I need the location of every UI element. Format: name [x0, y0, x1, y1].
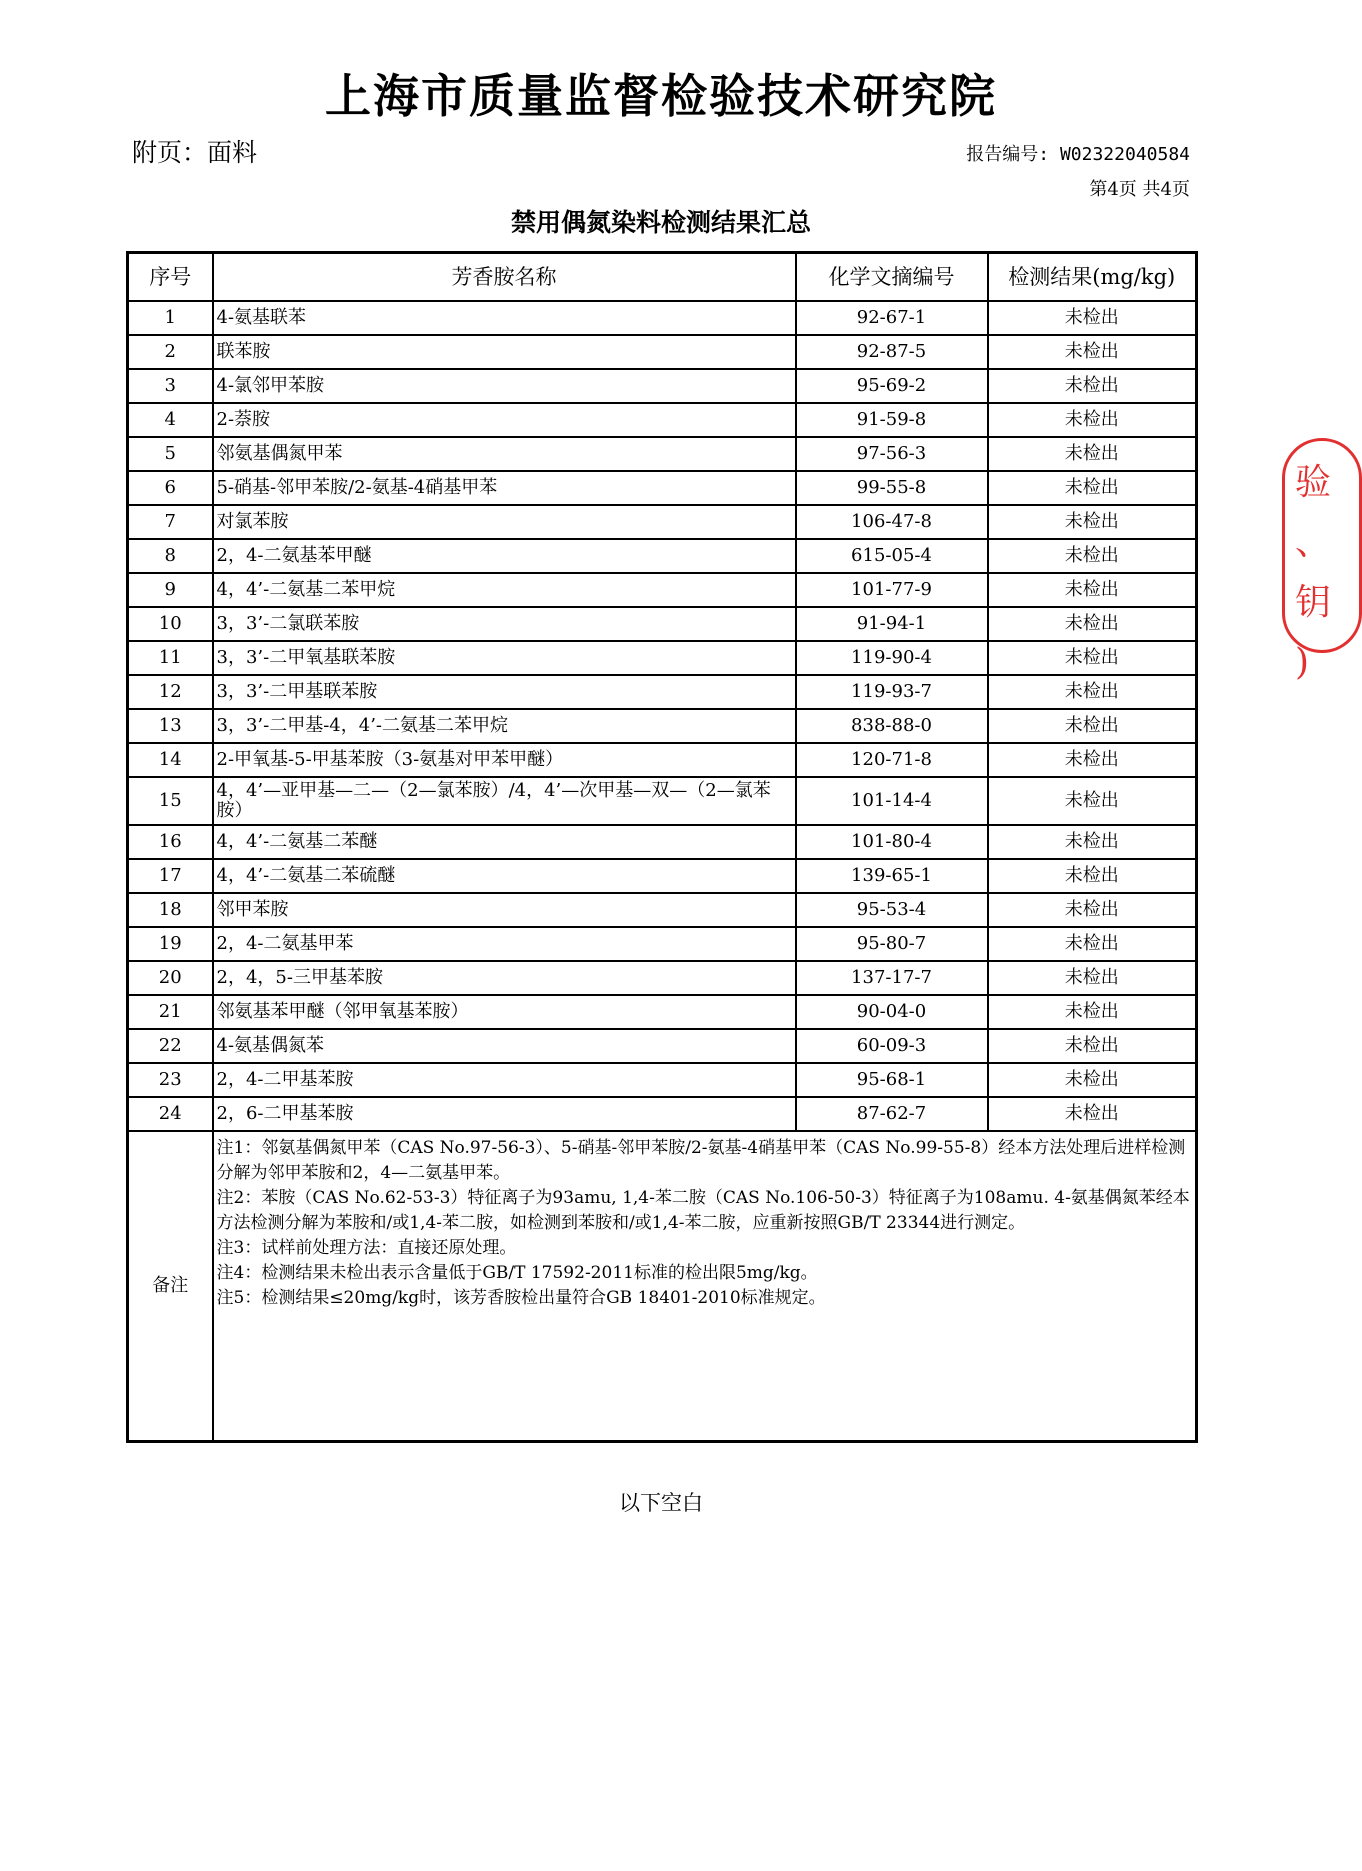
notes-row — [128, 1131, 1197, 1442]
table-row — [128, 301, 1197, 335]
row-number-cell: 16 — [128, 825, 213, 859]
row-number-cell: 10 — [128, 607, 213, 641]
result-cell: 未检出 — [988, 641, 1197, 675]
table-row — [128, 437, 1197, 471]
row-number-cell: 15 — [128, 777, 213, 825]
row-number-cell: 13 — [128, 709, 213, 743]
cas-number-cell: 137-17-7 — [796, 961, 988, 995]
amine-name-cell: 对氯苯胺 — [213, 505, 796, 539]
table-row — [128, 859, 1197, 893]
result-cell: 未检出 — [988, 675, 1197, 709]
amine-name-cell: 4-氨基偶氮苯 — [213, 1029, 796, 1063]
amine-name-cell: 邻氨基苯甲醚（邻甲氧基苯胺） — [213, 995, 796, 1029]
result-cell: 未检出 — [988, 505, 1197, 539]
row-number-cell: 2 — [128, 335, 213, 369]
cas-number-cell: 92-87-5 — [796, 335, 988, 369]
org-title: 上海市质量监督检验技术研究院 — [325, 69, 997, 123]
result-cell: 未检出 — [988, 961, 1197, 995]
col-header-cas: 化学文摘编号 — [796, 253, 988, 302]
amine-name-cell: 联苯胺 — [213, 335, 796, 369]
row-number-cell: 20 — [128, 961, 213, 995]
cas-number-cell: 97-56-3 — [796, 437, 988, 471]
row-number-cell: 6 — [128, 471, 213, 505]
cas-number-cell: 101-14-4 — [796, 777, 988, 825]
table-title: 禁用偶氮染料检测结果汇总 — [510, 208, 811, 237]
table-row — [128, 641, 1197, 675]
row-number-cell: 14 — [128, 743, 213, 777]
amine-name-cell: 3，3’-二甲基-4，4’-二氨基二苯甲烷 — [213, 709, 796, 743]
amine-name-cell: 5-硝基-邻甲苯胺/2-氨基-4硝基甲苯 — [213, 471, 796, 505]
result-cell: 未检出 — [988, 777, 1197, 825]
amine-name-cell: 4，4’-二氨基二苯硫醚 — [213, 859, 796, 893]
table-row — [128, 1097, 1197, 1131]
amine-name-cell: 4，4’-二氨基二苯甲烷 — [213, 573, 796, 607]
result-cell: 未检出 — [988, 859, 1197, 893]
result-cell: 未检出 — [988, 893, 1197, 927]
stamp-char: 、 — [1295, 522, 1332, 563]
result-cell: 未检出 — [988, 607, 1197, 641]
amine-name-cell: 3，3’-二甲氧基联苯胺 — [213, 641, 796, 675]
row-number-cell: 22 — [128, 1029, 213, 1063]
table-row — [128, 743, 1197, 777]
row-number-cell: 9 — [128, 573, 213, 607]
table-row — [128, 927, 1197, 961]
result-cell: 未检出 — [988, 1063, 1197, 1097]
cas-number-cell: 120-71-8 — [796, 743, 988, 777]
table-row — [128, 825, 1197, 859]
result-cell: 未检出 — [988, 995, 1197, 1029]
amine-name-cell: 邻甲苯胺 — [213, 893, 796, 927]
table-row — [128, 369, 1197, 403]
amine-name-cell: 3，3’-二氯联苯胺 — [213, 607, 796, 641]
table-row — [128, 505, 1197, 539]
cas-number-cell: 119-90-4 — [796, 641, 988, 675]
note-5: 注5：检测结果≤20mg/kg时，该芳香胺检出量符合GB 18401-2010标准规定。 — [216, 1288, 826, 1308]
cas-number-cell: 615-05-4 — [796, 539, 988, 573]
row-number-cell: 23 — [128, 1063, 213, 1097]
result-cell: 未检出 — [988, 539, 1197, 573]
amine-name-cell: 2，4，5-三甲基苯胺 — [213, 961, 796, 995]
row-number-cell: 8 — [128, 539, 213, 573]
row-number-cell: 18 — [128, 893, 213, 927]
stamp-char: ) — [1295, 642, 1310, 683]
note-4: 注4：检测结果未检出表示含量低于GB/T 17592-2011标准的检出限5mg/kg。 — [216, 1263, 818, 1283]
result-cell: 未检出 — [988, 1029, 1197, 1063]
cas-number-cell: 838-88-0 — [796, 709, 988, 743]
cas-number-cell: 106-47-8 — [796, 505, 988, 539]
amine-name-cell: 4，4’-二氨基二苯醚 — [213, 825, 796, 859]
cas-number-cell: 95-69-2 — [796, 369, 988, 403]
row-number-cell: 11 — [128, 641, 213, 675]
notes-cell — [213, 1131, 1197, 1442]
appendix-label: 附页：面料 — [132, 138, 258, 167]
col-header-name: 芳香胺名称 — [213, 253, 796, 302]
table-row — [128, 607, 1197, 641]
row-number-cell: 17 — [128, 859, 213, 893]
note-2: 注2：苯胺（CAS No.62-53-3）特征离子为93amu, 1,4-苯二胺（CAS No.106-50-3）特征离子为108amu. 4-氨基偶氮苯经本方法检测分解为苯胺和/或1,4-苯二胺，如检测到苯胺和/或1,4-苯二胺，应重新按照GB/T 23344进行测定。 — [216, 1188, 1190, 1233]
stamp-char: 钥 — [1295, 582, 1332, 623]
blank-below-note: 以下空白 — [619, 1491, 703, 1515]
table-row — [128, 335, 1197, 369]
table-row — [128, 539, 1197, 573]
table-row — [128, 403, 1197, 437]
cas-number-cell: 101-80-4 — [796, 825, 988, 859]
cas-number-cell: 119-93-7 — [796, 675, 988, 709]
amine-name-cell: 2，4-二氨基甲苯 — [213, 927, 796, 961]
result-cell: 未检出 — [988, 437, 1197, 471]
cas-number-cell: 91-94-1 — [796, 607, 988, 641]
amine-name-cell: 4-氨基联苯 — [213, 301, 796, 335]
results-table — [126, 251, 1198, 1443]
report-number: 报告编号: W02322040584 — [966, 144, 1190, 165]
row-number-cell: 19 — [128, 927, 213, 961]
result-cell: 未检出 — [988, 335, 1197, 369]
amine-name-cell: 2，4-二氨基苯甲醚 — [213, 539, 796, 573]
amine-name-cell: 2-甲氧基-5-甲基苯胺（3-氨基对甲苯甲醚） — [213, 743, 796, 777]
table-row — [128, 709, 1197, 743]
cas-number-cell: 99-55-8 — [796, 471, 988, 505]
row-number-cell: 12 — [128, 675, 213, 709]
row-number-cell: 1 — [128, 301, 213, 335]
cas-number-cell: 60-09-3 — [796, 1029, 988, 1063]
table-row — [128, 1063, 1197, 1097]
result-cell: 未检出 — [988, 471, 1197, 505]
page-number: 第4页 共4页 — [1089, 179, 1190, 200]
col-header-result: 检测结果(mg/kg) — [988, 253, 1197, 302]
table-row — [128, 777, 1197, 825]
amine-name-cell: 3，3’-二甲基联苯胺 — [213, 675, 796, 709]
result-cell: 未检出 — [988, 825, 1197, 859]
table-row — [128, 961, 1197, 995]
note-3: 注3：试样前处理方法：直接还原处理。 — [216, 1238, 517, 1258]
col-header-no: 序号 — [128, 253, 213, 302]
result-cell: 未检出 — [988, 709, 1197, 743]
table-header-row — [128, 253, 1197, 302]
result-cell: 未检出 — [988, 573, 1197, 607]
cas-number-cell: 92-67-1 — [796, 301, 988, 335]
cas-number-cell: 139-65-1 — [796, 859, 988, 893]
amine-name-cell: 2，6-二甲基苯胺 — [213, 1097, 796, 1131]
row-number-cell: 5 — [128, 437, 213, 471]
row-number-cell: 3 — [128, 369, 213, 403]
result-cell: 未检出 — [988, 369, 1197, 403]
note-1: 注1：邻氨基偶氮甲苯（CAS No.97-56-3）、5-硝基-邻甲苯胺/2-氨基-4硝基甲苯（CAS No.99-55-8）经本方法处理后进样检测分解为邻甲苯胺和2，4—二氨基甲苯。 — [216, 1138, 1186, 1183]
cas-number-cell: 95-68-1 — [796, 1063, 988, 1097]
amine-name-cell: 邻氨基偶氮甲苯 — [213, 437, 796, 471]
result-cell: 未检出 — [988, 743, 1197, 777]
row-number-cell: 21 — [128, 995, 213, 1029]
amine-name-cell: 2，4-二甲基苯胺 — [213, 1063, 796, 1097]
table-row — [128, 573, 1197, 607]
red-seal-stamp — [1282, 438, 1362, 683]
cas-number-cell: 95-80-7 — [796, 927, 988, 961]
row-number-cell: 24 — [128, 1097, 213, 1131]
amine-name-cell: 4-氯邻甲苯胺 — [213, 369, 796, 403]
notes-label: 备注 — [128, 1131, 213, 1442]
amine-name-cell: 4，4’—亚甲基—二—（2—氯苯胺）/4，4’—次甲基—双—（2—氯苯胺） — [213, 777, 796, 825]
cas-number-cell: 101-77-9 — [796, 573, 988, 607]
cas-number-cell: 91-59-8 — [796, 403, 988, 437]
row-number-cell: 7 — [128, 505, 213, 539]
table-row — [128, 675, 1197, 709]
cas-number-cell: 90-04-0 — [796, 995, 988, 1029]
result-cell: 未检出 — [988, 301, 1197, 335]
result-cell: 未检出 — [988, 1097, 1197, 1131]
stamp-char: 验 — [1295, 462, 1332, 503]
table-row — [128, 893, 1197, 927]
row-number-cell: 4 — [128, 403, 213, 437]
cas-number-cell: 87-62-7 — [796, 1097, 988, 1131]
amine-name-cell: 2-萘胺 — [213, 403, 796, 437]
result-cell: 未检出 — [988, 927, 1197, 961]
result-cell: 未检出 — [988, 403, 1197, 437]
table-row — [128, 1029, 1197, 1063]
table-row — [128, 471, 1197, 505]
cas-number-cell: 95-53-4 — [796, 893, 988, 927]
table-row — [128, 995, 1197, 1029]
